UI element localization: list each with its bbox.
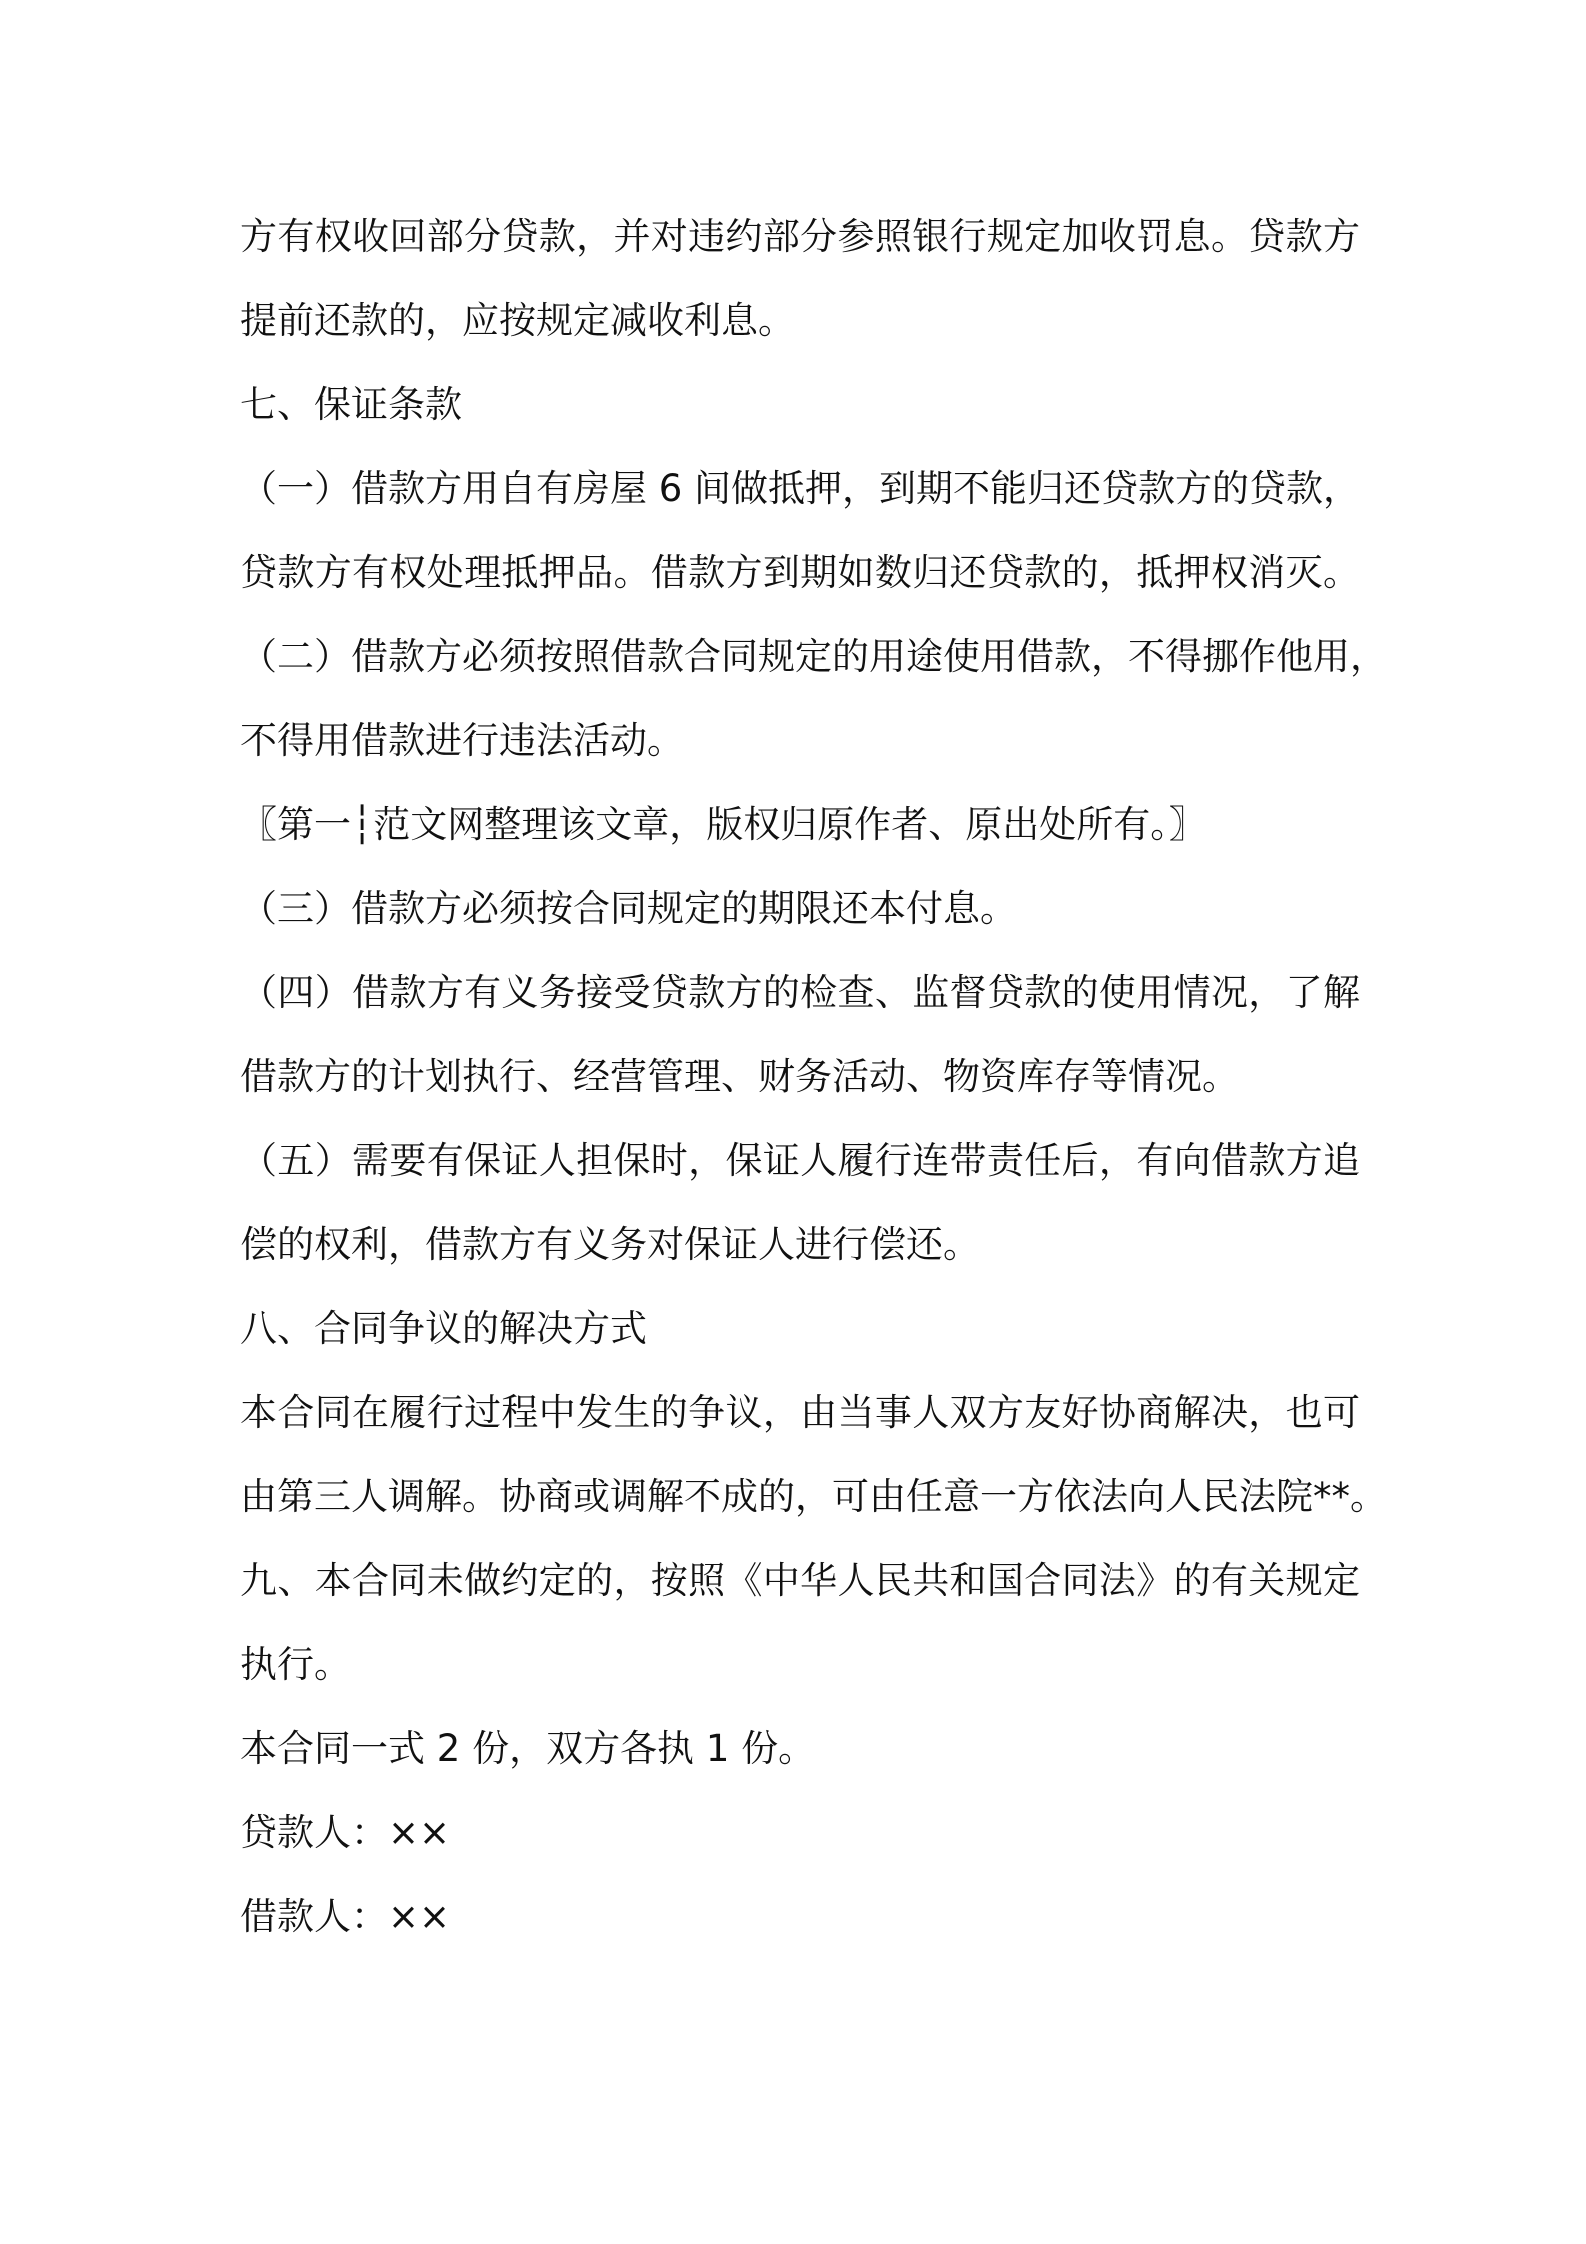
- section-heading: 七、保证条款: [240, 383, 462, 426]
- borrower-signature-line: 借款人：××: [240, 1895, 451, 1938]
- paragraph-line: 本合同在履行过程中发生的争议，由当事人双方友好协商解决，也可: [240, 1391, 1360, 1434]
- paragraph-line: 执行。: [240, 1643, 351, 1686]
- paragraph-line: （五）需要有保证人担保时，保证人履行连带责任后，有向借款方追: [240, 1139, 1360, 1182]
- paragraph-line: 本合同一式 2 份，双方各执 1 份。: [240, 1727, 816, 1770]
- paragraph-line: 偿的权利，借款方有义务对保证人进行偿还。: [240, 1223, 980, 1266]
- paragraph-line: 提前还款的，应按规定减收利息。: [240, 299, 795, 342]
- contract-text: [240, 195, 1387, 1959]
- paragraph-line: 方有权收回部分贷款，并对违约部分参照银行规定加收罚息。贷款方: [240, 215, 1360, 258]
- paragraph-line: 借款方的计划执行、经营管理、财务活动、物资库存等情况。: [240, 1055, 1239, 1098]
- section-heading: 九、本合同未做约定的，按照《中华人民共和国合同法》的有关规定: [240, 1559, 1360, 1602]
- paragraph-line: 由第三人调解。协商或调解不成的，可由任意一方依法向人民法院**。: [240, 1475, 1387, 1518]
- paragraph-line: 不得用借款进行违法活动。: [240, 719, 684, 762]
- watermark-note: 〖第一┆范文网整理该文章，版权归原作者、原出处所有。〗: [240, 803, 1206, 846]
- paragraph-line: （三）借款方必须按合同规定的期限还本付息。: [240, 887, 1017, 930]
- paragraph-line: 贷款方有权处理抵押品。借款方到期如数归还贷款的，抵押权消灭。: [240, 551, 1360, 594]
- paragraph-line: （二）借款方必须按照借款合同规定的用途使用借款，不得挪作他用，: [240, 635, 1387, 678]
- lender-signature-line: 贷款人：××: [240, 1811, 451, 1854]
- paragraph-line: （一）借款方用自有房屋 6 间做抵押，到期不能归还贷款方的贷款，: [240, 467, 1361, 510]
- section-heading: 八、合同争议的解决方式: [240, 1307, 647, 1350]
- paragraph-line: （四）借款方有义务接受贷款方的检查、监督贷款的使用情况，了解: [240, 971, 1360, 1014]
